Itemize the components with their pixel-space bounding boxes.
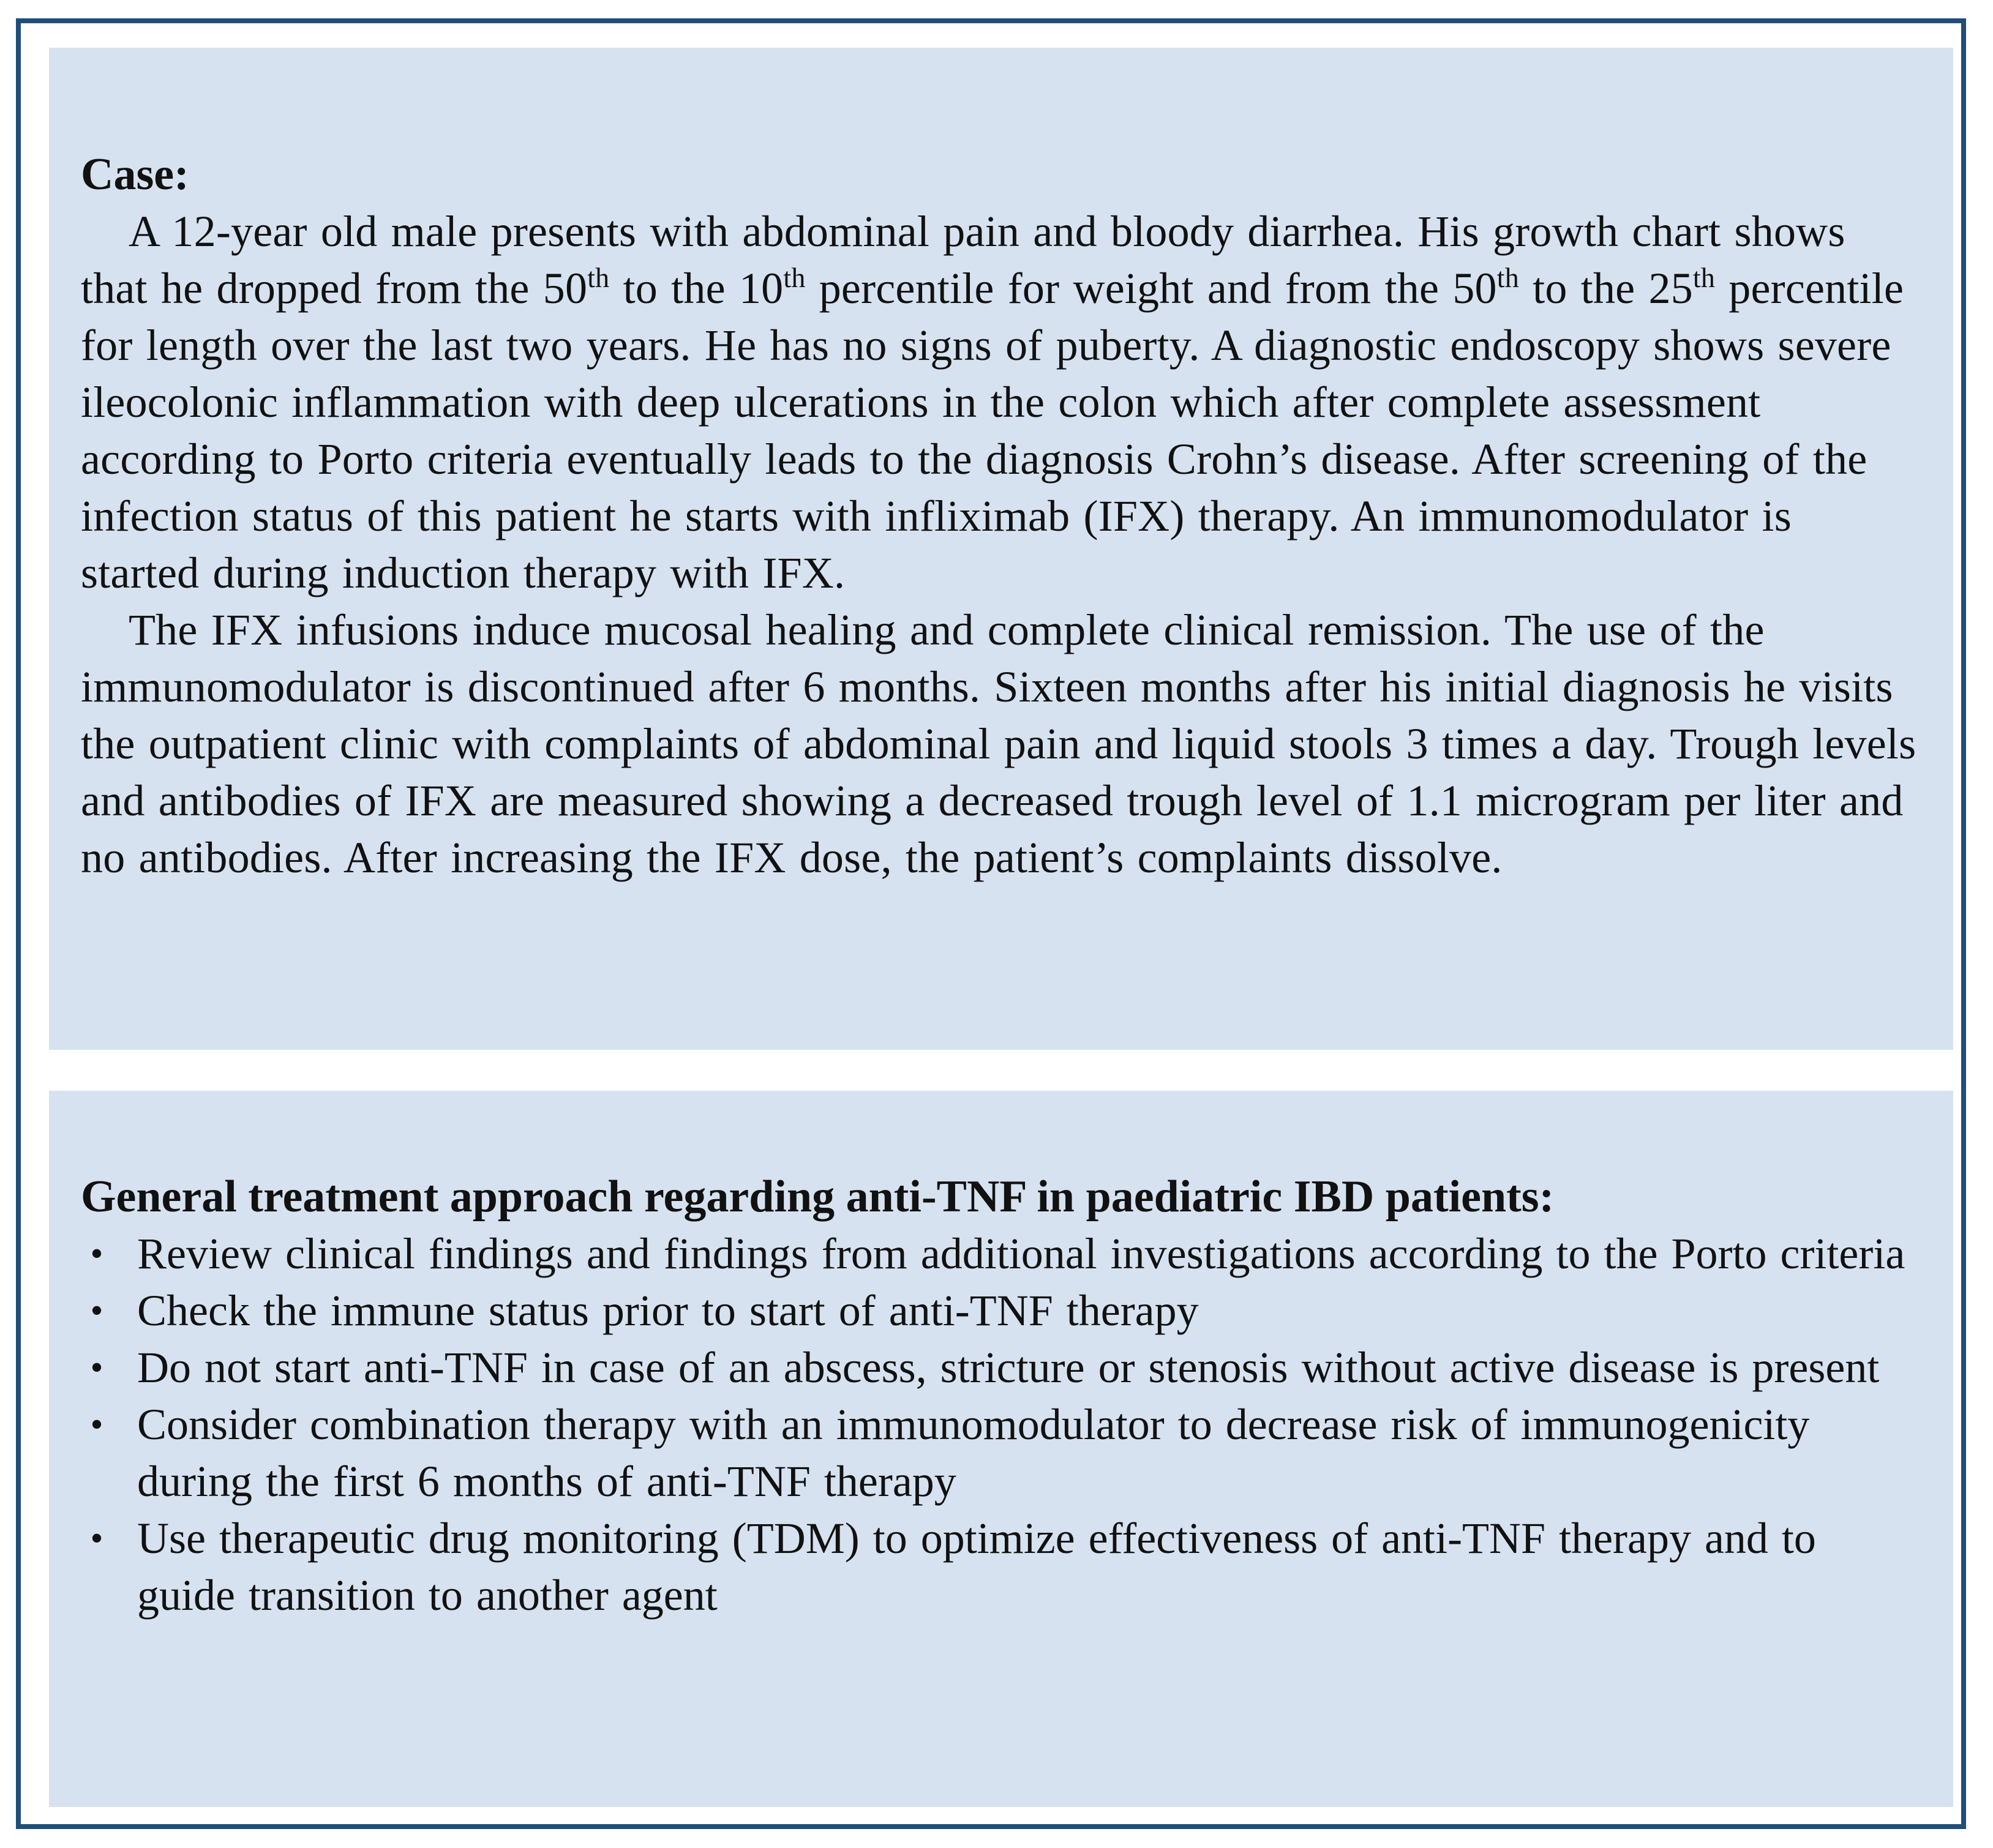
document-frame xyxy=(16,18,1966,1829)
list-item-text: Use therapeutic drug monitoring (TDM) to optimize effectiveness of anti-TNF therapy and to guide transition to another agent xyxy=(137,1514,1816,1620)
ordinal-suffix: th xyxy=(1496,262,1519,293)
ordinal-suffix: th xyxy=(587,262,610,293)
bullet-icon: • xyxy=(90,1233,103,1274)
case-text-segment: percentile for length over the last two years. He has no signs of puberty. A diagnostic endoscopy shows severe ileocolonic inflammation with deep ulcerations in the colon which after complete assessment according to Porto criteria eventually leads to the diagnosis Crohn’s disease. After screening of the infection status of this patient he starts with infliximab (IFX) therapy. An immunomodulator is started during induction therapy with IFX. xyxy=(81,264,1904,597)
approach-heading: General treatment approach regarding anti-TNF in paediatric IBD patients: xyxy=(81,1172,1555,1222)
case-panel xyxy=(49,48,1953,1050)
ordinal-suffix: th xyxy=(783,262,806,293)
case-text-segment: to the 25 xyxy=(1518,264,1693,313)
approach-bullet-list xyxy=(81,1225,1918,1624)
case-paragraph-1 xyxy=(81,203,1918,602)
list-item-text: Consider combination therapy with an immunomodulator to decrease risk of immunogenicity during the first 6 months of anti-TNF therapy xyxy=(137,1400,1810,1506)
list-item xyxy=(81,1225,1918,1282)
bullet-icon: • xyxy=(90,1347,103,1388)
list-item xyxy=(81,1396,1918,1510)
list-item-text: Check the immune status prior to start of anti-TNF therapy xyxy=(137,1286,1199,1335)
case-text-segment: A 12-year old male presents with abdominal pain and bloody diarrhea. His growth chart shows that he dropped from the 50 xyxy=(81,207,1845,313)
ordinal-suffix: th xyxy=(1692,262,1716,293)
bullet-icon: • xyxy=(90,1404,103,1445)
treatment-approach-panel xyxy=(49,1091,1953,1807)
case-heading: Case: xyxy=(81,149,189,200)
case-text-segment: percentile for weight and from the 50 xyxy=(805,264,1497,313)
bullet-icon: • xyxy=(90,1290,103,1331)
list-item xyxy=(81,1339,1918,1396)
bullet-icon: • xyxy=(90,1518,103,1558)
case-text-segment: to the 10 xyxy=(609,264,784,313)
case-paragraph-2: The IFX infusions induce mucosal healing and complete clinical remission. The use of the immunomodulator is discontinued after 6 months. Sixteen months after his initial diagnosis he visits the outpatient clinic with complaints of abdominal pain and liquid stools 3 times a day. Trough levels and antibodies of IFX are measured showing a decreased trough level of 1.1 microgram per liter and no antibodies. After increasing the IFX dose, the patient’s complaints dissolve. xyxy=(81,605,1916,882)
list-item-text: Review clinical findings and findings from additional investigations according to the Porto criteria xyxy=(137,1229,1905,1278)
list-item xyxy=(81,1510,1918,1624)
list-item-text: Do not start anti-TNF in case of an abscess, stricture or stenosis without active disease is present xyxy=(137,1343,1880,1392)
list-item xyxy=(81,1282,1918,1339)
